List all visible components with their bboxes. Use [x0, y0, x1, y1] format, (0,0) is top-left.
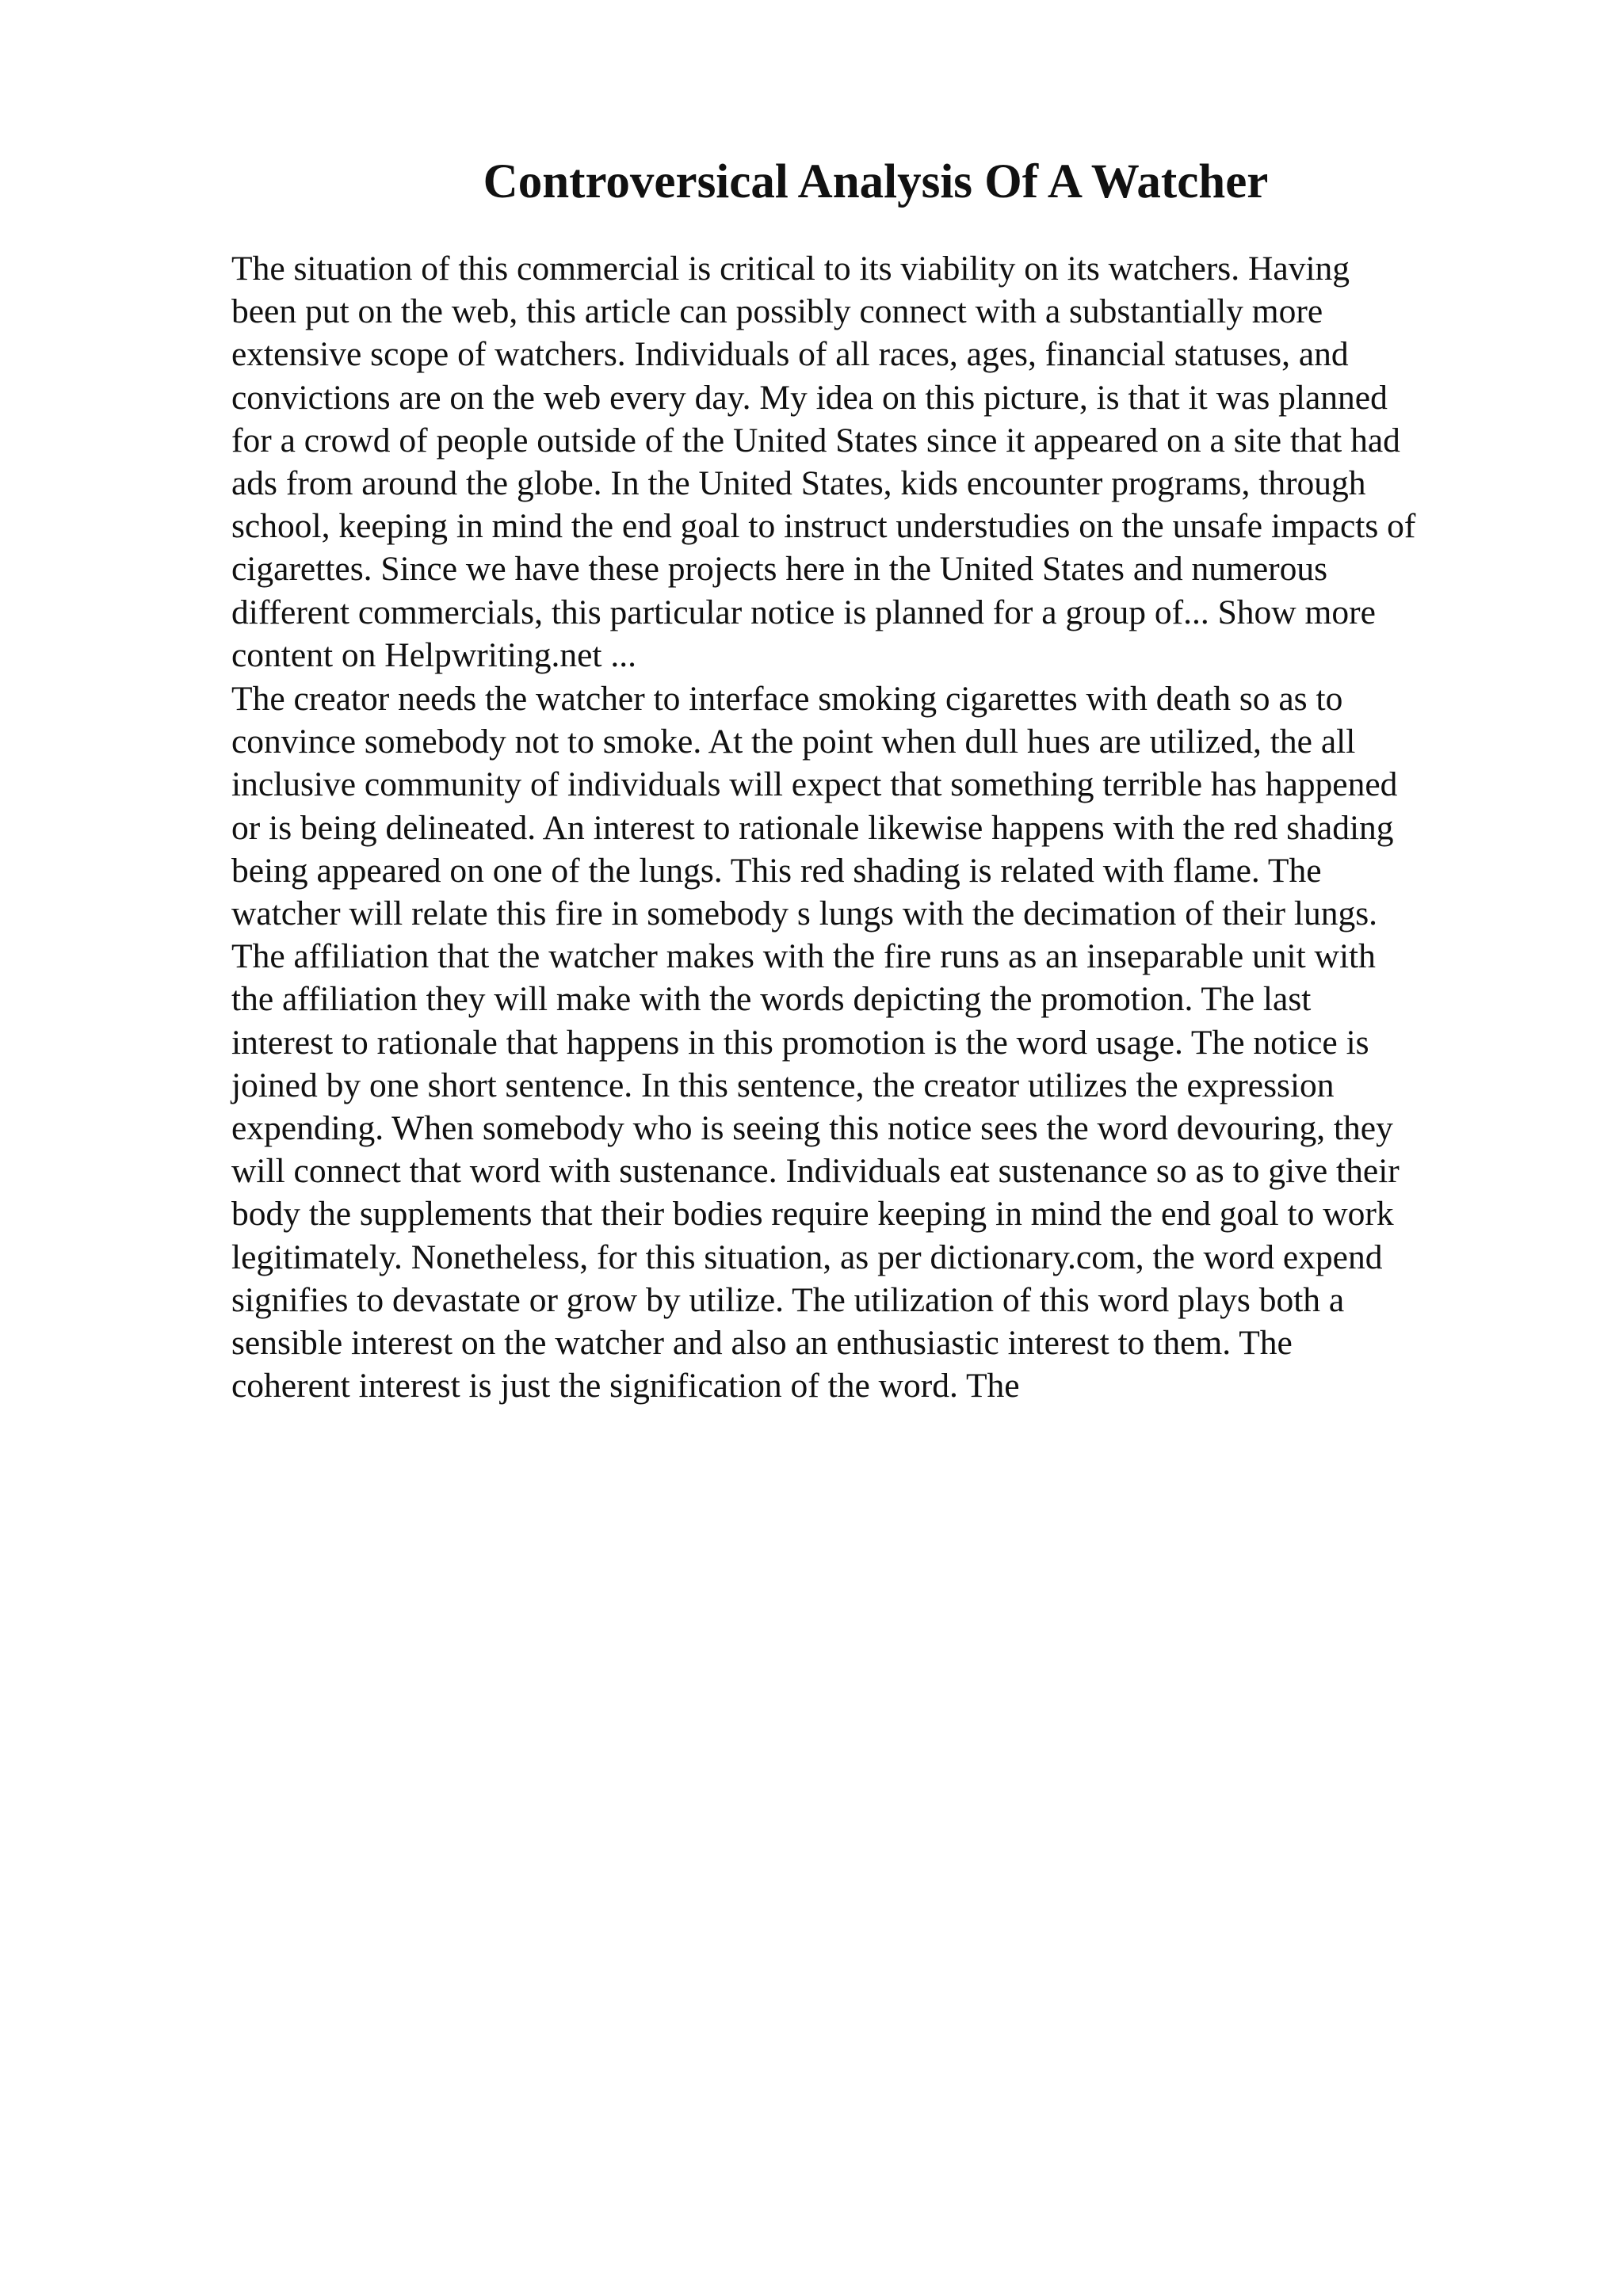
paragraph-line: legitimately. Nonetheless, for this situation, as per dictionary.com, the word expend	[231, 1238, 1383, 1276]
paragraph-line: interest to rationale that happens in this promotion is the word usage. The notice is	[231, 1023, 1369, 1062]
paragraph-line: sensible interest on the watcher and also an enthusiastic interest to them. The	[231, 1324, 1293, 1363]
paragraph-line: body the supplements that their bodies require keeping in mind the end goal to work	[231, 1195, 1394, 1234]
paragraph-line: being appeared on one of the lungs. This red shading is related with flame. The	[231, 851, 1322, 890]
paragraph-1	[231, 247, 1415, 677]
paragraph-line: joined by one short sentence. In this sentence, the creator utilizes the expression	[231, 1066, 1335, 1104]
paragraph-line: for a crowd of people outside of the United States since it appeared on a site that had	[231, 421, 1400, 460]
paragraph-line: content on Helpwriting.net ...	[231, 635, 637, 674]
paragraph-2	[231, 677, 1400, 1407]
paragraph-line: will connect that word with sustenance. Individuals eat sustenance so as to give their	[231, 1152, 1400, 1191]
paragraph-line: coherent interest is just the signification of the word. The	[231, 1367, 1020, 1405]
paragraph-line: school, keeping in mind the end goal to instruct understudies on the unsafe impacts of	[231, 507, 1416, 546]
paragraph-line: expending. When somebody who is seeing this notice sees the word devouring, they	[231, 1109, 1393, 1148]
paragraph-line: the affiliation they will make with the words depicting the promotion. The last	[231, 980, 1312, 1019]
paragraph-line: extensive scope of watchers. Individuals of all races, ages, financial statuses, and	[231, 335, 1349, 374]
paragraph-line: convictions are on the web every day. My idea on this picture, is that it was planned	[231, 378, 1388, 417]
paragraph-line: The situation of this commercial is critical to its viability on its watchers. Having	[231, 250, 1350, 288]
paragraph-line: ads from around the globe. In the United States, kids encounter programs, through	[231, 464, 1366, 503]
paragraph-line: cigarettes. Since we have these projects here in the United States and numerous	[231, 550, 1328, 589]
paragraph-line: signifies to devastate or grow by utilize. The utilization of this word plays both a	[231, 1280, 1345, 1319]
paragraph-line: different commercials, this particular notice is planned for a group of... Show more	[231, 593, 1376, 631]
paragraph-line: The affiliation that the watcher makes with the fire runs as an inseparable unit with	[231, 937, 1376, 976]
paragraph-line: The creator needs the watcher to interface smoking cigarettes with death so as to	[231, 680, 1343, 718]
document-title: Controversical Analysis Of A Watcher	[483, 155, 1269, 208]
paragraph-line: convince somebody not to smoke. At the point when dull hues are utilized, the all	[231, 723, 1356, 761]
paragraph-line: been put on the web, this article can possibly connect with a substantially more	[231, 292, 1323, 331]
paragraph-line: watcher will relate this fire in somebody s lungs with the decimation of their lungs.	[231, 894, 1378, 933]
paragraph-line: or is being delineated. An interest to rationale likewise happens with the red shading	[231, 808, 1394, 847]
paragraph-line: inclusive community of individuals will expect that something terrible has happened	[231, 765, 1398, 804]
